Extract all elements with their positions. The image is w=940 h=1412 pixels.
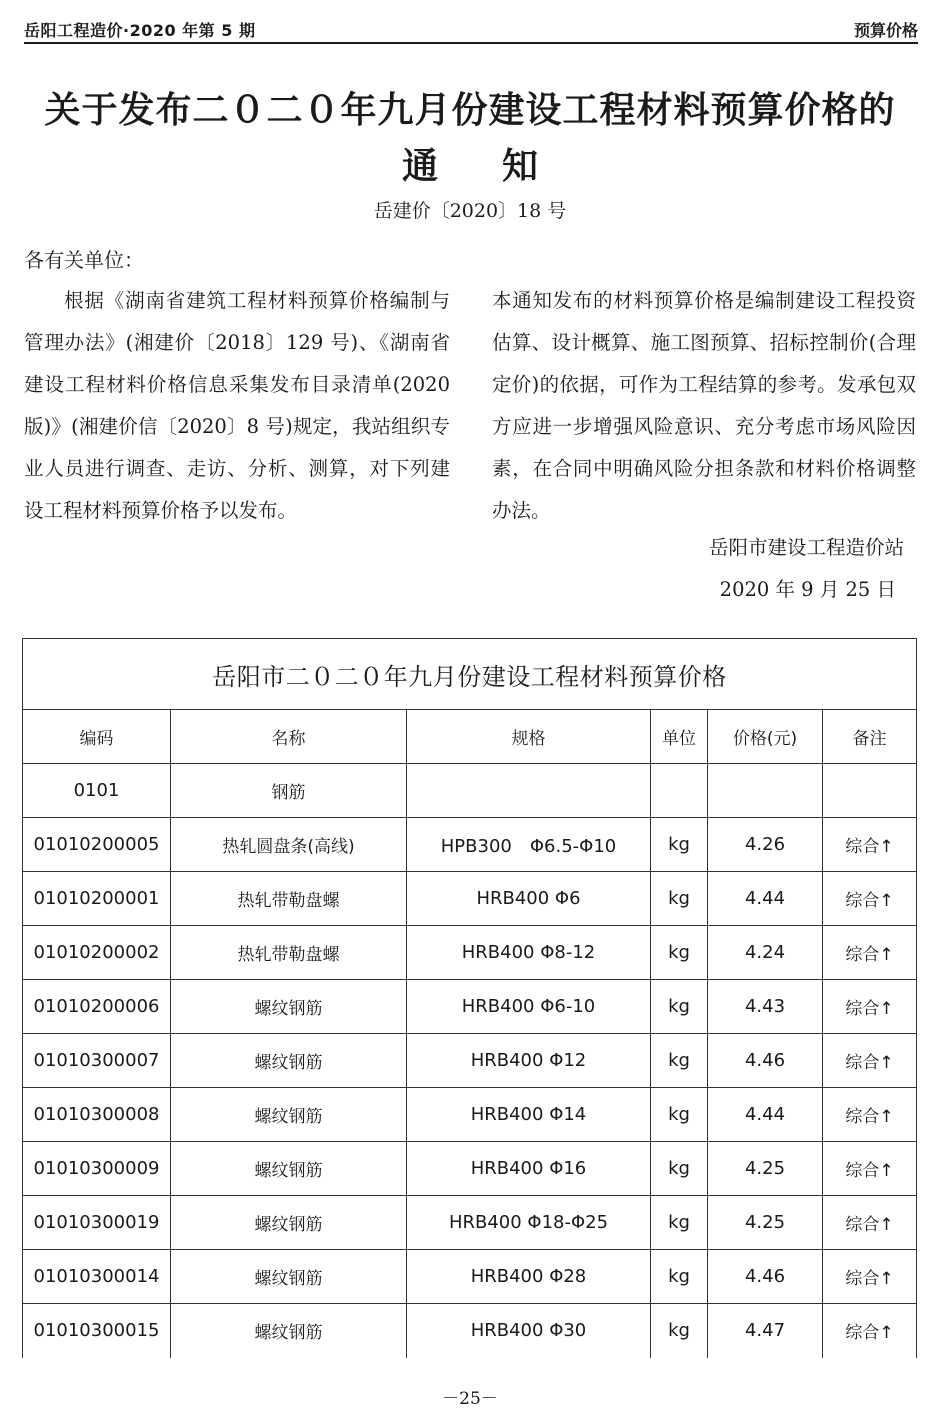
table-row — [23, 764, 917, 818]
paragraph-right: 本通知发布的材料预算价格是编制建设工程投资估算、设计概算、施工图预算、招标控制价(合理定价)的依据，可作为工程结算的参考。发承包双方应进一步增强风险意识、充分考虑市场风险因素，在合同中明确风险分担条款和材料价格调整办法。 — [492, 289, 916, 522]
cell-unit — [651, 764, 708, 818]
signature-organization: 岳阳市建设工程造价站 — [708, 536, 904, 559]
cell-name: 钢筋 — [171, 764, 407, 818]
cell-unit: kg — [651, 1034, 708, 1088]
cell-name: 螺纹钢筋 — [171, 1034, 407, 1088]
table-row — [23, 872, 917, 926]
cell-unit: kg — [651, 926, 708, 980]
cell-remark: 综合↑ — [823, 1304, 917, 1358]
cell-name: 热轧圆盘条(高线) — [171, 818, 407, 872]
cell-name: 热轧带勒盘螺 — [171, 872, 407, 926]
header-remark: 备注 — [823, 710, 917, 764]
cell-code: 01010300014 — [23, 1250, 171, 1304]
cell-price: 4.44 — [708, 872, 823, 926]
cell-name: 螺纹钢筋 — [171, 1196, 407, 1250]
table-header-row — [23, 710, 917, 764]
table-row — [23, 926, 917, 980]
cell-spec: HRB400 Φ16 — [407, 1142, 651, 1196]
page-number: －25－ — [442, 1389, 498, 1409]
cell-name: 螺纹钢筋 — [171, 980, 407, 1034]
cell-spec — [407, 764, 651, 818]
cell-code: 01010300015 — [23, 1304, 171, 1358]
header-unit: 单位 — [651, 710, 708, 764]
cell-code: 01010200006 — [23, 980, 171, 1034]
cell-spec: HPB300 Φ6.5-Φ10 — [407, 818, 651, 872]
cell-spec: HRB400 Φ30 — [407, 1304, 651, 1358]
cell-code: 0101 — [23, 764, 171, 818]
table-row — [23, 1196, 917, 1250]
cell-spec: HRB400 Φ18-Φ25 — [407, 1196, 651, 1250]
cell-price: 4.25 — [708, 1142, 823, 1196]
cell-price: 4.46 — [708, 1034, 823, 1088]
cell-unit: kg — [651, 872, 708, 926]
paragraph-left: 根据《湖南省建筑工程材料预算价格编制与管理办法》(湘建价〔2018〕129 号)、《湖南省建设工程材料价格信息采集发布目录清单(2020 版)》(湘建价信〔2020〕8 号)规定，我站组织专业人员进行调查、走访、分析、测算，对下列建设工程材料预算价格予以发布。 — [24, 289, 450, 522]
cell-remark: 综合↑ — [823, 1088, 917, 1142]
cell-price: 4.46 — [708, 1250, 823, 1304]
cell-price — [708, 764, 823, 818]
cell-remark: 综合↑ — [823, 926, 917, 980]
table-row — [23, 1034, 917, 1088]
cell-price: 4.47 — [708, 1304, 823, 1358]
header-code: 编码 — [23, 710, 171, 764]
cell-spec: HRB400 Φ6 — [407, 872, 651, 926]
cell-name: 热轧带勒盘螺 — [171, 926, 407, 980]
signature-date: 2020 年 9 月 25 日 — [719, 578, 896, 601]
table-title: 岳阳市二０二０年九月份建设工程材料预算价格 — [23, 639, 917, 710]
header-price: 价格(元) — [708, 710, 823, 764]
cell-price: 4.25 — [708, 1196, 823, 1250]
notice-title-line-2: 通知 — [401, 145, 602, 187]
cell-unit: kg — [651, 818, 708, 872]
header-spec: 规格 — [407, 710, 651, 764]
journal-issue: 岳阳工程造价·2020 年第 5 期 — [24, 21, 256, 40]
cell-spec: HRB400 Φ8-12 — [407, 926, 651, 980]
cell-spec: HRB400 Φ12 — [407, 1034, 651, 1088]
cell-code: 01010300007 — [23, 1034, 171, 1088]
cell-spec: HRB400 Φ14 — [407, 1088, 651, 1142]
cell-unit: kg — [651, 1304, 708, 1358]
table-row — [23, 818, 917, 872]
cell-unit: kg — [651, 1250, 708, 1304]
section-name: 预算价格 — [853, 21, 918, 40]
cell-name: 螺纹钢筋 — [171, 1304, 407, 1358]
cell-spec: HRB400 Φ28 — [407, 1250, 651, 1304]
cell-code: 01010200005 — [23, 818, 171, 872]
cell-remark: 综合↑ — [823, 1196, 917, 1250]
cell-code: 01010200002 — [23, 926, 171, 980]
cell-remark: 综合↑ — [823, 980, 917, 1034]
salutation: 各有关单位： — [24, 248, 144, 272]
cell-remark: 综合↑ — [823, 872, 917, 926]
table-row — [23, 1304, 917, 1358]
cell-remark — [823, 764, 917, 818]
table-row — [23, 1250, 917, 1304]
cell-remark: 综合↑ — [823, 818, 917, 872]
notice-title-line-1: 关于发布二０二０年九月份建设工程材料预算价格的 — [44, 89, 896, 131]
cell-name: 螺纹钢筋 — [171, 1250, 407, 1304]
cell-name: 螺纹钢筋 — [171, 1142, 407, 1196]
cell-code: 01010200001 — [23, 872, 171, 926]
cell-price: 4.26 — [708, 818, 823, 872]
cell-remark: 综合↑ — [823, 1142, 917, 1196]
cell-price: 4.43 — [708, 980, 823, 1034]
cell-remark: 综合↑ — [823, 1034, 917, 1088]
price-table — [22, 638, 917, 1358]
document-number: 岳建价〔2020〕18 号 — [373, 200, 567, 222]
header-name: 名称 — [171, 710, 407, 764]
cell-remark: 综合↑ — [823, 1250, 917, 1304]
cell-price: 4.44 — [708, 1088, 823, 1142]
table-row — [23, 1088, 917, 1142]
cell-spec: HRB400 Φ6-10 — [407, 980, 651, 1034]
cell-code: 01010300019 — [23, 1196, 171, 1250]
cell-name: 螺纹钢筋 — [171, 1088, 407, 1142]
cell-unit: kg — [651, 1142, 708, 1196]
cell-price: 4.24 — [708, 926, 823, 980]
cell-unit: kg — [651, 1196, 708, 1250]
table-row — [23, 1142, 917, 1196]
cell-unit: kg — [651, 980, 708, 1034]
table-row — [23, 980, 917, 1034]
cell-code: 01010300008 — [23, 1088, 171, 1142]
cell-code: 01010300009 — [23, 1142, 171, 1196]
cell-unit: kg — [651, 1088, 708, 1142]
running-header — [24, 14, 918, 44]
